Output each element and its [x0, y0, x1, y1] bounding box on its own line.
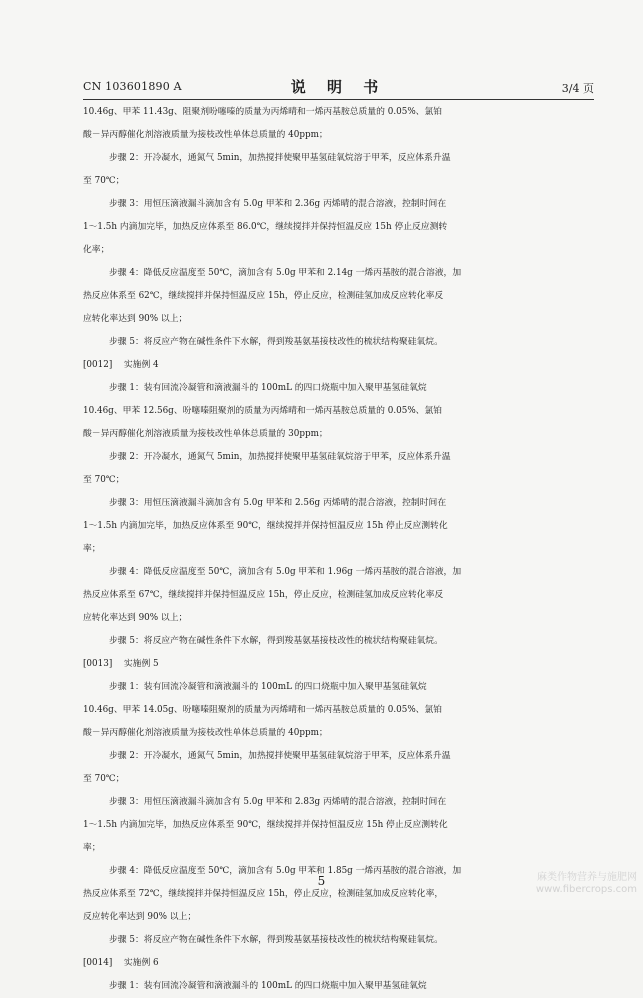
body-line: 步骤 3：用恒压滴液漏斗滴加含有 5.0g 甲苯和 2.83g 丙烯晴的混合溶液，控制时间在 — [109, 797, 447, 807]
body-line: 步骤 5：将反应产物在碱性条件下水解，得到羧基氨基接枝改性的梳状结构聚硅氧烷。 — [109, 337, 443, 347]
page-header — [83, 76, 594, 98]
body-line: 步骤 1：装有回流冷凝管和滴液漏斗的 100mL 的四口烧瓶中加入聚甲基氢硅氧烷 — [109, 383, 427, 393]
watermark-url: www.fibercrops.com — [535, 884, 637, 895]
patent-number: CN 103601890 A — [83, 80, 182, 93]
section-heading: [0012] 实施例 4 — [83, 360, 159, 370]
body-line: 步骤 3：用恒压滴液漏斗滴加含有 5.0g 甲苯和 2.56g 丙烯晴的混合溶液，控制时间在 — [109, 498, 447, 508]
body-line: 应转化率达到 90% 以上； — [83, 613, 188, 623]
body-line: 步骤 2：开冷凝水，通氮气 5min，加热搅拌使聚甲基氢硅氧烷溶于甲苯，反应体系升温 — [109, 153, 451, 163]
header-divider — [83, 99, 594, 100]
body-line: 热反应体系至 67℃，继续搅拌并保持恒温反应 15h，停止反应，检测硅氢加成反应转化率反 — [83, 590, 444, 600]
body-line: 酸－异丙醇催化剂溶液质量为接枝改性单体总质量的 40ppm； — [83, 728, 328, 738]
body-line: 步骤 5：将反应产物在碱性条件下水解，得到羧基氨基接枝改性的梳状结构聚硅氧烷。 — [109, 935, 443, 945]
body-line: 率； — [83, 843, 101, 853]
body-line: 酸－异丙醇催化剂溶液质量为接枝改性单体总质量的 40ppm； — [83, 130, 328, 140]
body-line: 步骤 2：开冷凝水，通氮气 5min，加热搅拌使聚甲基氢硅氧烷溶于甲苯，反应体系升温 — [109, 452, 451, 462]
body-line: 应转化率达到 90% 以上； — [83, 314, 188, 324]
body-line: 步骤 1：装有回流冷凝管和滴液漏斗的 100mL 的四口烧瓶中加入聚甲基氢硅氧烷 — [109, 981, 427, 991]
body-line: 1～1.5h 内滴加完毕，加热反应体系至 90℃，继续搅拌并保持恒温反应 15h 停止反应测转化 — [83, 820, 448, 830]
body-line: 率； — [83, 544, 101, 554]
section-heading: [0013] 实施例 5 — [83, 659, 159, 669]
body-line: 步骤 4：降低反应温度至 50℃，滴加含有 5.0g 甲苯和 2.14g 一烯丙基胺的混合溶液，加 — [109, 268, 462, 278]
body-line: 步骤 3：用恒压滴液漏斗滴加含有 5.0g 甲苯和 2.36g 丙烯晴的混合溶液，控制时间在 — [109, 199, 447, 209]
body-line: 反应转化率达到 90% 以上； — [83, 912, 197, 922]
body-line: 步骤 1：装有回流冷凝管和滴液漏斗的 100mL 的四口烧瓶中加入聚甲基氢硅氧烷 — [109, 682, 427, 692]
body-line: 10.46g、甲苯 14.05g、吩噻嗪阻聚剂的质量为丙烯晴和一烯丙基胺总质量的 0.05%、氯铂 — [83, 705, 443, 715]
page-indicator: 3/4 页 — [561, 82, 594, 95]
body-line: 至 70℃； — [83, 774, 125, 784]
body-line: 酸－异丙醇催化剂溶液质量为接枝改性单体总质量的 30ppm； — [83, 429, 328, 439]
watermark-title: 麻类作物营养与施肥网 — [537, 872, 637, 883]
body-line: 至 70℃； — [83, 176, 125, 186]
body-line: 步骤 4：降低反应温度至 50℃，滴加含有 5.0g 甲苯和 1.85g 一烯丙基胺的混合溶液，加 — [109, 866, 462, 876]
body-line: 热反应体系至 72℃，继续搅拌并保持恒温反应 15h，停止反应，检测硅氢加成反应转化率， — [83, 889, 444, 899]
document-title: 说 明 书 — [290, 78, 387, 96]
site-watermark — [536, 872, 637, 896]
body-line: 步骤 2：开冷凝水，通氮气 5min，加热搅拌使聚甲基氢硅氧烷溶于甲苯，反应体系升温 — [109, 751, 451, 761]
body-line: 化率； — [83, 245, 110, 255]
body-line: 1～1.5h 内滴加完毕，加热反应体系至 90℃，继续搅拌并保持恒温反应 15h 停止反应测转化 — [83, 521, 448, 531]
body-line: 步骤 5：将反应产物在碱性条件下水解，得到羧基氨基接枝改性的梳状结构聚硅氧烷。 — [109, 636, 443, 646]
body-line: 10.46g、甲苯 11.43g、阻聚剂吩噻嗪的质量为丙烯晴和一烯丙基胺总质量的 0.05%、氯铂 — [83, 107, 443, 117]
document-body — [83, 101, 623, 998]
body-line: 10.46g、甲苯 12.56g、吩噻嗪阻聚剂的质量为丙烯晴和一烯丙基胺总质量的 0.05%、氯铂 — [83, 406, 443, 416]
body-line: 步骤 4：降低反应温度至 50℃，滴加含有 5.0g 甲苯和 1.96g 一烯丙基胺的混合溶液，加 — [109, 567, 462, 577]
body-line: 1～1.5h 内滴加完毕，加热反应体系至 86.0℃，继续搅拌并保持恒温反应 15h 停止反应测转 — [83, 222, 448, 232]
body-line: 热反应体系至 62℃，继续搅拌并保持恒温反应 15h，停止反应，检测硅氢加成反应转化率反 — [83, 291, 444, 301]
section-heading: [0014] 实施例 6 — [83, 958, 159, 968]
page-number: 5 — [317, 874, 326, 888]
body-line: 至 70℃； — [83, 475, 125, 485]
